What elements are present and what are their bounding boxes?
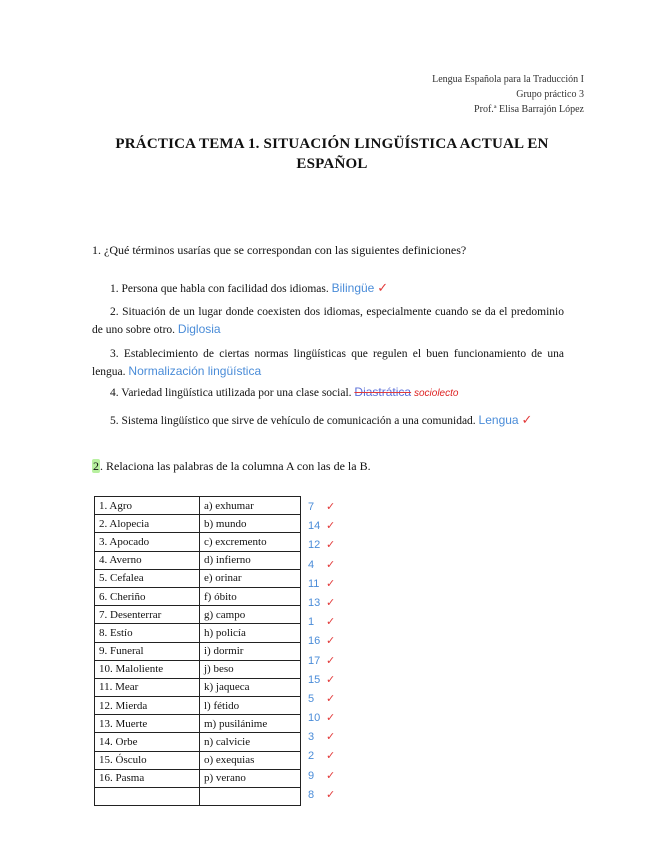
column-a-cell: 14. Orbe xyxy=(95,733,200,751)
check-mark-icon: ✓ xyxy=(326,615,336,629)
handwritten-number: 15 xyxy=(308,673,321,686)
answer-row xyxy=(308,554,335,573)
column-a-cell: 8. Estío xyxy=(95,624,200,642)
answer-row xyxy=(308,688,335,707)
table-row xyxy=(95,788,301,806)
table-row xyxy=(95,642,301,660)
check-mark-icon: ✓ xyxy=(326,595,336,609)
table-row xyxy=(95,715,301,733)
column-b-cell: p) verano xyxy=(200,769,301,787)
handwritten-answers-column xyxy=(308,496,335,822)
column-b-cell: a) exhumar xyxy=(200,497,301,515)
check-mark-icon: ✓ xyxy=(326,768,336,782)
column-a-cell: 6. Cheriño xyxy=(95,587,200,605)
handwritten-number: 12 xyxy=(308,539,321,552)
column-a-cell: 9. Funeral xyxy=(95,642,200,660)
column-b-cell: k) jaqueca xyxy=(200,678,301,696)
column-b-cell: o) exequias xyxy=(200,751,301,769)
question-number-highlight: 2 xyxy=(93,459,99,473)
table-row xyxy=(95,497,301,515)
column-b-cell: d) infierno xyxy=(200,551,301,569)
column-b-cell xyxy=(200,788,301,806)
table-row xyxy=(95,533,301,551)
check-mark-icon: ✓ xyxy=(521,413,533,428)
check-mark-icon: ✓ xyxy=(326,672,336,686)
handwritten-number: 11 xyxy=(308,577,320,590)
document-header xyxy=(432,72,584,117)
check-mark-icon: ✓ xyxy=(326,538,336,552)
answer-row xyxy=(308,745,335,764)
matching-table xyxy=(94,496,301,806)
check-mark-icon: ✓ xyxy=(326,787,336,801)
column-a-cell: 13. Muerte xyxy=(95,715,200,733)
question-2 xyxy=(92,458,592,474)
definition-item-1 xyxy=(92,280,564,298)
table-row xyxy=(95,587,301,605)
definition-text: 4. Variedad lingüística utilizada por una clase social. xyxy=(110,387,352,399)
column-b-cell: h) policía xyxy=(200,624,301,642)
column-b-cell: c) excremento xyxy=(200,533,301,551)
group-name: Grupo práctico 3 xyxy=(516,89,584,100)
table-row xyxy=(95,678,301,696)
table-row xyxy=(95,569,301,587)
answer-row xyxy=(308,765,335,784)
handwritten-number: 9 xyxy=(308,769,315,782)
handwritten-number: 14 xyxy=(308,520,321,533)
column-a-cell: 5. Cefalea xyxy=(95,569,200,587)
definition-text: 5. Sistema lingüístico que sirve de vehículo de comunicación a una comunidad. xyxy=(110,415,476,427)
definition-text: 1. Persona que habla con facilidad dos idiomas. xyxy=(110,283,329,295)
column-a-cell: 12. Mierda xyxy=(95,697,200,715)
column-a-cell: 16. Pasma xyxy=(95,769,200,787)
definition-text: 2. Situación de un lugar donde coexisten dos idiomas, especialmente cuando se da el predominio de uno sobre otro. xyxy=(92,306,564,336)
check-mark-icon: ✓ xyxy=(326,634,336,648)
handwritten-number: 2 xyxy=(308,750,315,763)
definition-item-3 xyxy=(92,346,564,381)
column-b-cell: b) mundo xyxy=(200,515,301,533)
handwritten-number: 4 xyxy=(308,558,315,571)
check-mark-icon: ✓ xyxy=(326,557,336,571)
check-mark-icon: ✓ xyxy=(326,576,336,590)
handwritten-number: 8 xyxy=(308,788,315,801)
answer-row xyxy=(308,515,335,534)
table-row xyxy=(95,624,301,642)
answer-row xyxy=(308,726,335,745)
definition-text: 3. Establecimiento de ciertas normas lingüísticas que regulen el buen funcionamiento de una lengua. xyxy=(92,348,564,378)
column-a-cell: 3. Apocado xyxy=(95,533,200,551)
table-row xyxy=(95,660,301,678)
definition-item-4 xyxy=(92,384,564,402)
professor-name: Prof.ª Elisa Barrajón López xyxy=(474,104,584,115)
column-a-cell: 1. Agro xyxy=(95,497,200,515)
column-b-cell: f) óbito xyxy=(200,587,301,605)
answer-row xyxy=(308,611,335,630)
column-a-cell: 7. Desenterrar xyxy=(95,606,200,624)
table-row xyxy=(95,606,301,624)
column-a-cell: 15. Ósculo xyxy=(95,751,200,769)
handwritten-number: 10 xyxy=(308,712,321,725)
answer-row xyxy=(308,496,335,515)
column-a-cell: 2. Alopecia xyxy=(95,515,200,533)
course-name: Lengua Española para la Traducción I xyxy=(432,74,584,85)
check-mark-icon: ✓ xyxy=(326,500,336,513)
check-mark-icon: ✓ xyxy=(326,519,336,533)
handwritten-answer: Lengua xyxy=(478,413,519,427)
handwritten-correction: sociolecto xyxy=(413,388,459,399)
handwritten-answer: Diglosia xyxy=(177,322,221,336)
column-b-cell: e) orinar xyxy=(200,569,301,587)
answer-row xyxy=(308,669,335,688)
table-row xyxy=(95,733,301,751)
column-a-cell xyxy=(95,788,200,806)
table-row xyxy=(95,551,301,569)
check-mark-icon: ✓ xyxy=(326,691,336,705)
column-a-cell: 10. Maloliente xyxy=(95,660,200,678)
question-1: 1. ¿Qué términos usarías que se correspondan con las siguientes definiciones? xyxy=(92,243,467,257)
column-b-cell: m) pusilánime xyxy=(200,715,301,733)
handwritten-number: 5 xyxy=(308,692,315,705)
column-b-cell: n) calvicie xyxy=(200,733,301,751)
page-title: PRÁCTICA TEMA 1. SITUACIÓN LINGÜÍSTICA ACTUAL EN ESPAÑOL xyxy=(115,136,549,172)
handwritten-number: 17 xyxy=(308,654,321,667)
answer-row xyxy=(308,592,335,611)
question-2-text: . Relaciona las palabras de la columna A con las de la B. xyxy=(100,459,371,473)
check-mark-icon: ✓ xyxy=(377,281,389,296)
definition-item-2 xyxy=(92,304,564,339)
column-a-cell: 4. Averno xyxy=(95,551,200,569)
column-b-cell: g) campo xyxy=(200,606,301,624)
handwritten-answer-struck: Diastrática xyxy=(354,385,412,399)
handwritten-answer: Normalización lingüística xyxy=(128,364,262,378)
column-a-cell: 11. Mear xyxy=(95,678,200,696)
definition-item-5 xyxy=(92,412,564,430)
column-b-cell: l) fétido xyxy=(200,697,301,715)
check-mark-icon: ✓ xyxy=(326,749,336,763)
answer-row xyxy=(308,630,335,649)
answer-row xyxy=(308,573,335,592)
answer-row xyxy=(308,707,335,726)
table-row xyxy=(95,515,301,533)
table-row xyxy=(95,769,301,787)
check-mark-icon: ✓ xyxy=(326,730,336,744)
answer-row xyxy=(308,534,335,553)
handwritten-number: 1 xyxy=(308,616,315,629)
handwritten-number: 13 xyxy=(308,596,321,609)
column-b-cell: i) dormir xyxy=(200,642,301,660)
check-mark-icon: ✓ xyxy=(326,653,336,667)
table-row xyxy=(95,751,301,769)
handwritten-answer: Bilingüe xyxy=(331,281,375,295)
check-mark-icon: ✓ xyxy=(326,711,336,725)
table-row xyxy=(95,697,301,715)
handwritten-number: 16 xyxy=(308,635,321,648)
handwritten-number: 3 xyxy=(308,731,315,744)
answer-row xyxy=(308,803,335,822)
column-b-cell: j) beso xyxy=(200,660,301,678)
handwritten-number: 7 xyxy=(308,501,315,513)
answer-row xyxy=(308,650,335,669)
answer-row xyxy=(308,784,335,803)
